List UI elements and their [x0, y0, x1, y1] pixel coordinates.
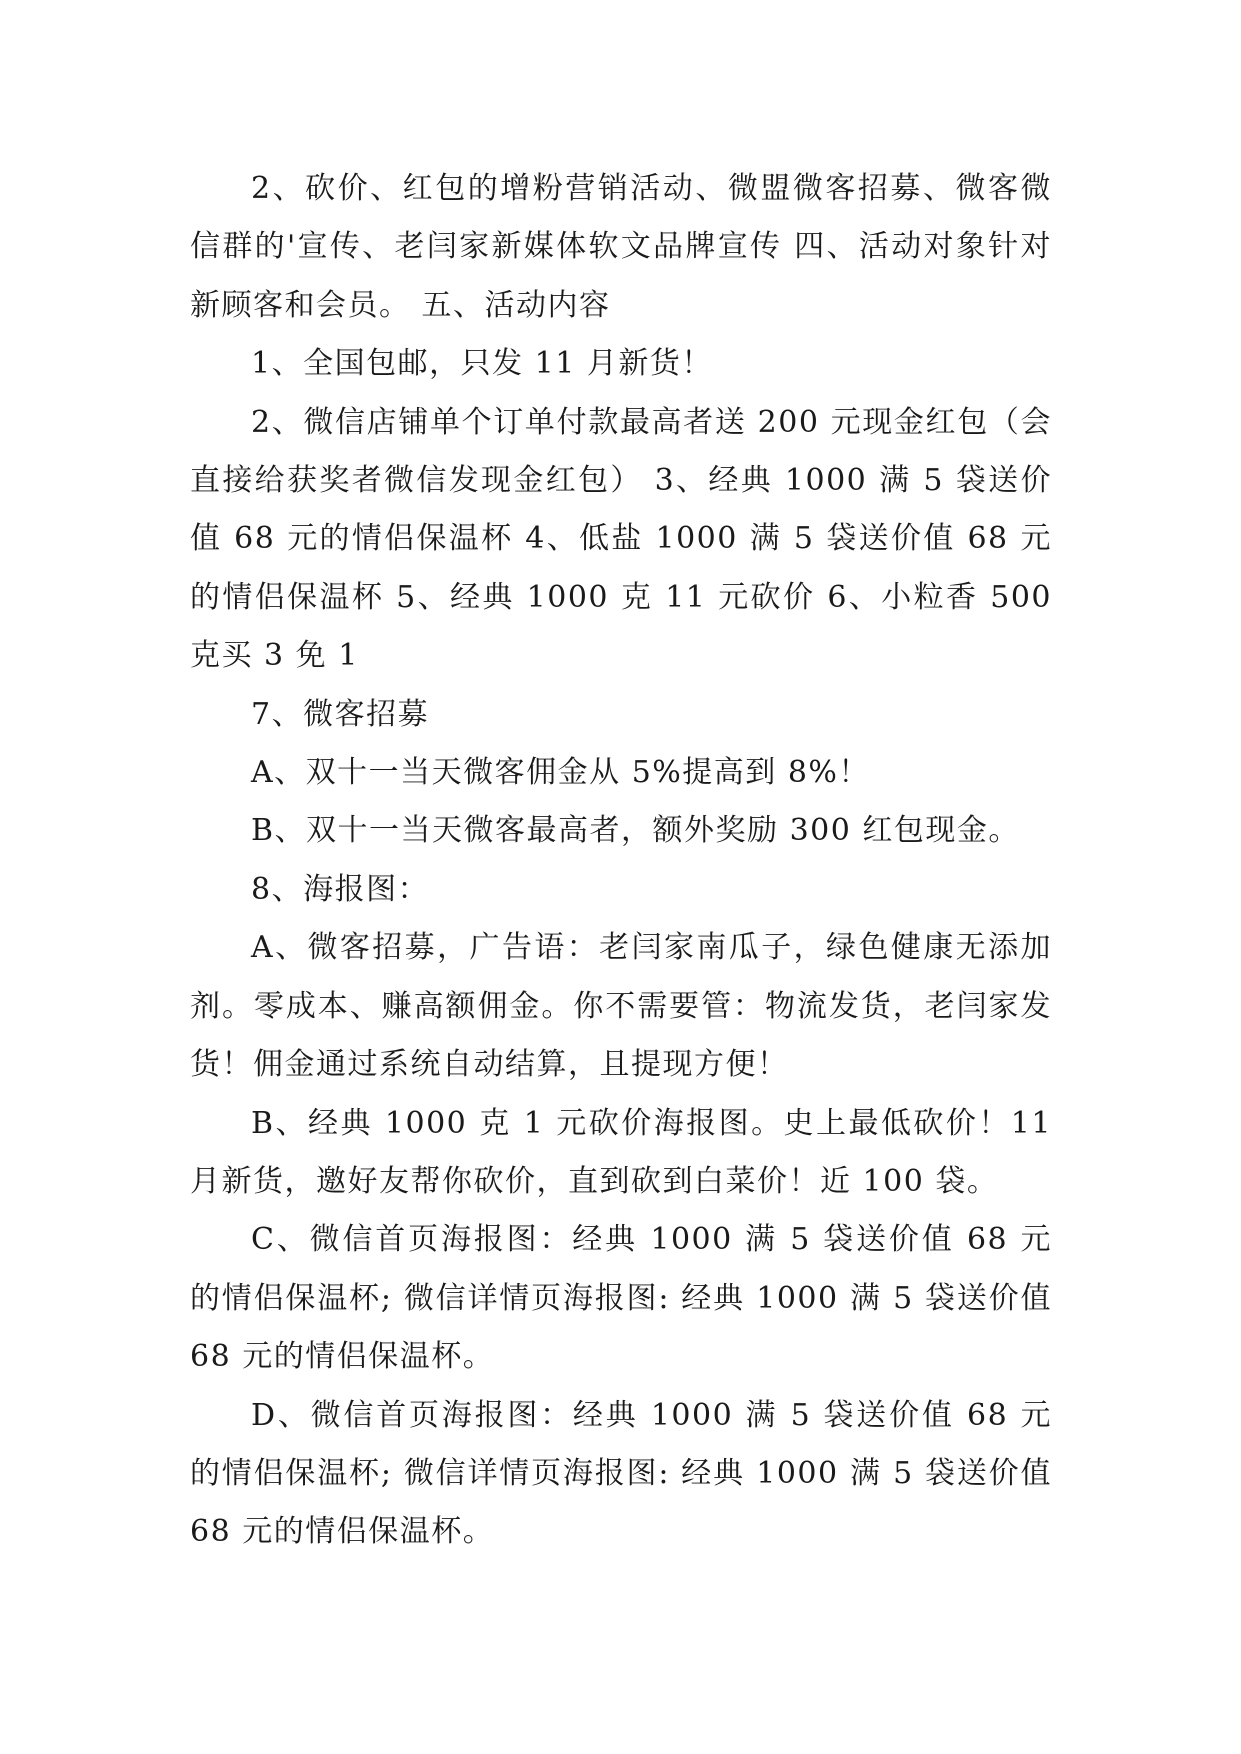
paragraph-poster-a: A、微客招募，广告语：老闫家南瓜子，绿色健康无添加剂。零成本、赚高额佣金。你不需要管：物流发货，老闫家发货！佣金通过系统自动结算，且提现方便！ [190, 930, 1052, 1083]
paragraph-recruitment-heading: 7、微客招募 [251, 696, 430, 732]
paragraph-poster-c: C、微信首页海报图：经典 1000 满 5 袋送价值 68 元的情侣保温杯; 微信详情页海报图: 经典 1000 满 5 袋送价值 68 元的情侣保温杯。 [190, 1222, 1052, 1375]
paragraph-poster-heading: 8、海报图： [251, 871, 430, 907]
paragraph-commission-raise: A、双十一当天微客佣金从 5%提高到 8%！ [251, 755, 870, 791]
paragraph-offers: 2、微信店铺单个订单付款最高者送 200 元现金红包（会直接给获奖者微信发现金红包） 3、经典 1000 满 5 袋送价值 68 元的情侣保温杯 4、低盐 1000 满 5 袋送价值 68 元的情侣保温杯 5、经典 1000 克 11 元砍价 6、小粒香 500 克买 3 免 1 [190, 404, 1052, 674]
document-body [190, 160, 1052, 1562]
paragraph-promotion-channels: 2、砍价、红包的增粉营销活动、微盟微客招募、微客微信群的'宣传、老闫家新媒体软文品牌宣传 四、活动对象针对新顾客和会员。 五、活动内容 [190, 171, 1052, 323]
paragraph-top-reward: B、双十一当天微客最高者，额外奖励 300 红包现金。 [251, 813, 1020, 849]
paragraph-poster-b: B、经典 1000 克 1 元砍价海报图。史上最低砍价！11 月新货，邀好友帮你砍价，直到砍到白菜价！近 100 袋。 [190, 1105, 1052, 1199]
paragraph-poster-d: D、微信首页海报图：经典 1000 满 5 袋送价值 68 元的情侣保温杯; 微信详情页海报图: 经典 1000 满 5 袋送价值 68 元的情侣保温杯。 [190, 1397, 1052, 1550]
paragraph-free-shipping: 1、全国包邮，只发 11 月新货！ [251, 346, 713, 382]
